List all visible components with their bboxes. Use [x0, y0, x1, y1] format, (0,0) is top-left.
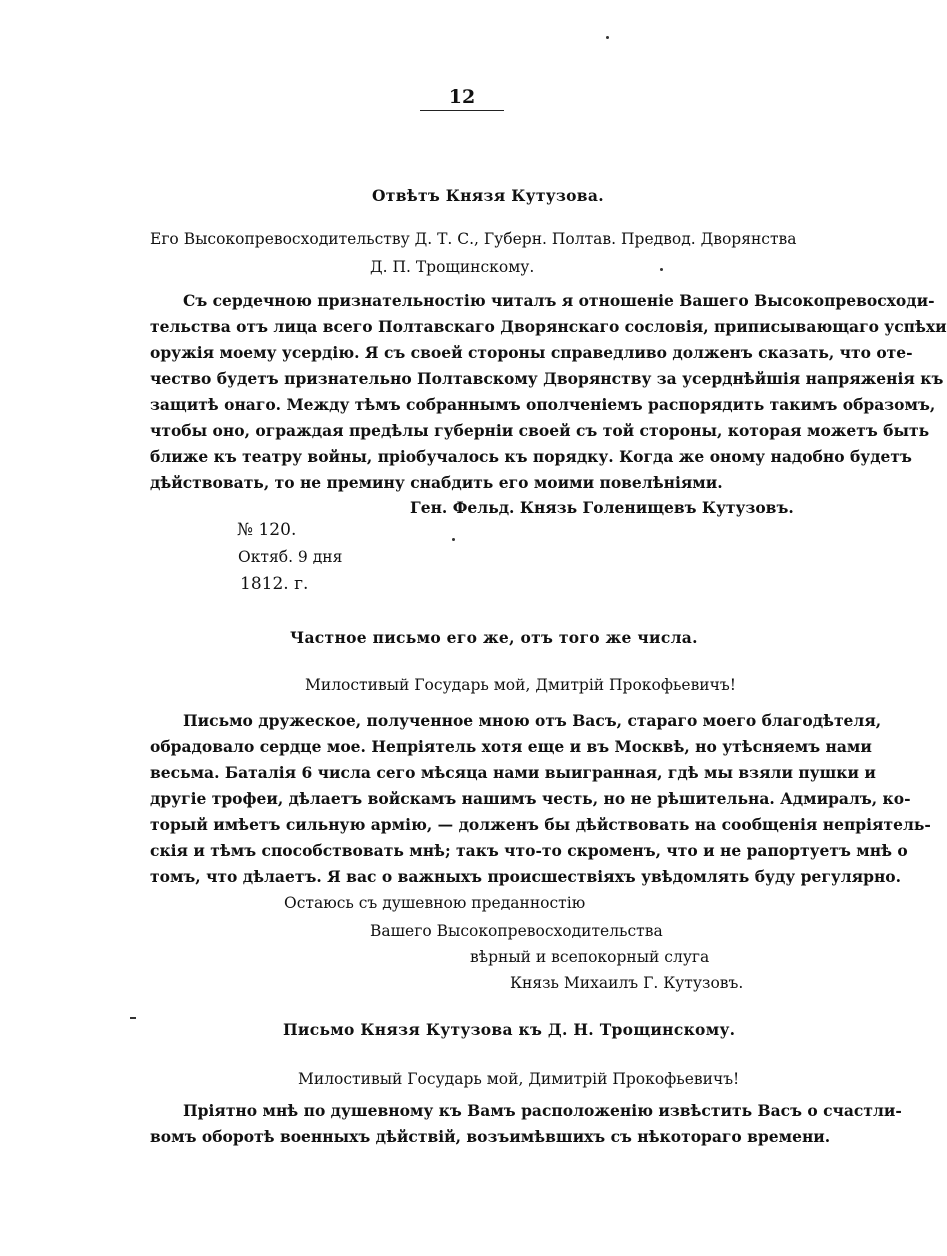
section1-year: 1812. г. [240, 574, 309, 594]
section2-body-line: обрадовало сердце мое. Непріятель хотя еще и въ Москвѣ, но утѣсняемъ нами [150, 737, 872, 756]
section2-closing-line4: Князь Михаилъ Г. Кутузовъ. [510, 974, 744, 992]
section1-body-line: Съ сердечною признательностію читалъ я отношеніе Вашего Высокопревосходи- [183, 291, 935, 310]
section2-body-line: Письмо дружеское, полученное мною отъ Васъ, стараго моего благодѣтеля, [183, 711, 882, 730]
section1-title: Отвѣтъ Князя Кутузова. [372, 186, 604, 205]
section1-body-line: ближе къ театру войны, пріобучалось къ порядку. Когда же оному надобно будетъ [150, 447, 912, 466]
section3-title: Письмо Князя Кутузова къ Д. Н. Трощинскому. [283, 1020, 736, 1039]
section2-closing-line2: Вашего Высокопревосходительства [370, 922, 663, 940]
section1-body-line: оружія моему усердію. Я съ своей стороны справедливо долженъ сказать, что оте- [150, 343, 913, 362]
section2-closing-line1: Остаюсь съ душевною преданностію [284, 894, 586, 912]
page-number-rule [420, 110, 504, 111]
section1-date: Октяб. 9 дня [238, 548, 343, 566]
section2-body-line: томъ, что дѣлаетъ. Я вас о важныхъ происшествіяхъ увѣдомлять буду регулярно. [150, 867, 902, 886]
section1-body-line: чтобы оно, ограждая предѣлы губерніи своей съ той стороны, которая можетъ быть [150, 421, 930, 440]
page-number: 12 [448, 86, 476, 108]
section3-body-line: вомъ оборотѣ военныхъ дѣйствій, возъимѣвшихъ съ нѣкотораго времени. [150, 1127, 831, 1146]
section2-body-line: скія и тѣмъ способствовать мнѣ; такъ что-то скроменъ, что и не рапортуетъ мнѣ о [150, 841, 908, 860]
section2-title: Частное письмо его же, отъ того же числа. [290, 628, 698, 647]
scan-speck [130, 1017, 136, 1019]
section2-closing-line3: вѣрный и всепокорный слуга [470, 948, 710, 966]
section1-signature: Ген. Фельд. Князь Голенищевъ Кутузовъ. [410, 498, 794, 517]
section1-body-line: защитѣ онаго. Между тѣмъ собраннымъ ополченіемъ распорядить такимъ образомъ, [150, 395, 936, 414]
section1-document-number: № 120. [237, 520, 297, 540]
section2-body-line: другіе трофеи, дѣлаетъ войскамъ нашимъ честь, но не рѣшительна. Адмиралъ, ко- [150, 789, 911, 808]
section2-body-line: весьма. Баталія 6 числа сего мѣсяца нами выигранная, гдѣ мы взяли пушки и [150, 763, 876, 782]
section2-body-line: торый имѣетъ сильную армію, — долженъ бы дѣйствовать на сообщенія непріятель- [150, 815, 931, 834]
section1-body-line: дѣйствовать, то не премину снабдить его моими повелѣніями. [150, 473, 723, 492]
section1-address-line1: Его Высокопревосходительству Д. Т. С., Губерн. Полтав. Предвод. Дворянства [150, 230, 797, 248]
section1-body-line: чество будетъ признательно Полтавскому Дворянству за усерднѣйшія напряженія къ [150, 369, 944, 388]
section3-salutation: Милостивый Государь мой, Димитрій Прокофьевичъ! [298, 1070, 740, 1088]
section1-body-line: тельства отъ лица всего Полтавскаго Дворянскаго сословія, приписывающаго успѣхи [150, 317, 947, 336]
section1-address-line2: Д. П. Трощинскому. [370, 258, 535, 276]
section3-body-line: Пріятно мнѣ по душевному къ Вамъ расположенію извѣстить Васъ о счастли- [183, 1101, 902, 1120]
section2-salutation: Милостивый Государь мой, Дмитрій Прокофьевичъ! [305, 676, 736, 694]
scan-speck [452, 538, 455, 541]
scan-speck [606, 36, 609, 39]
scan-speck [660, 268, 663, 271]
